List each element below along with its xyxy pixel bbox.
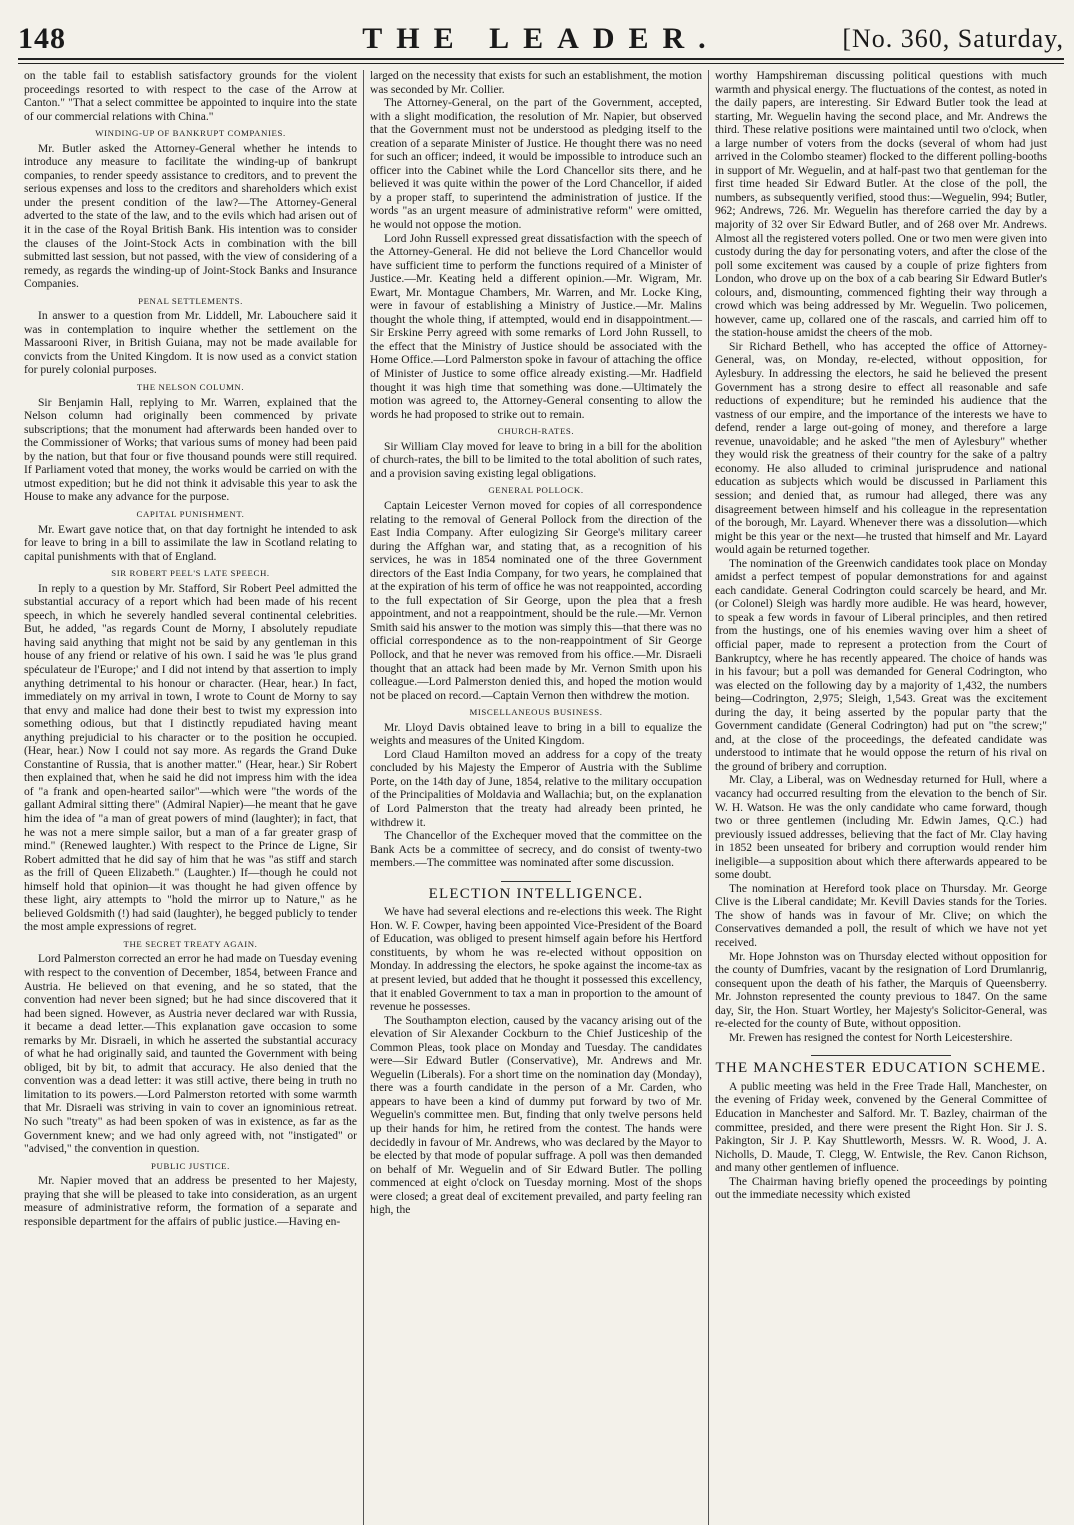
paragraph: Mr. Hope Johnston was on Thursday elected without opposition for the county of Dumfries, vacant by the resignation of Lord Drumlanrig, consequent upon the death of his father, the Marquis of Queensberry. Mr. Johnston represented the county previous to 1847. On the same day, Sir, the Hon. Stuart Wortley, her Majesty's Solicitor-General, was re-elected for the county of Bute, without opposition.: [715, 950, 1047, 1031]
section-heading: CHURCH-RATES.: [497, 426, 575, 437]
paragraph: The nomination at Hereford took place on Thursday. Mr. George Clive is the Liberal candidate; Mr. Kevill Davies stands for the Tories. The show of hands was in favour of Mr. Clive; on which the Conservatives demanded a poll, the result of which we have not yet received.: [715, 882, 1047, 949]
paragraph: In reply to a question by Mr. Stafford, Sir Robert Peel admitted the substantial accuracy of a report which had been made of his recent speech, in which he severely handled several continental celebrities. But, he added, "as regards Count de Morny, I absolutely repudiate having said anything that might not be said by any gentleman in this house of any friend or relative of his own. I said he was 'le plus grand spéculateur de l'Europe;' and I did not intend by that assertion to imply anything detrimental to his honour or character. (Hear, hear.) In fact, immediately on my arrival in town, I wrote to Count de Morny to say that envy and malice had done their best to twist my expression into something odious, but that I distinctly repudiated having meant anything prejudicial to his character or to the position he occupied. (Hear, hear.) Now I could not say more. As regards the Grand Duke Constantine of Russia, that is another matter." (Hear, hear.) Sir Robert then explained that, when he said he did not impress him with the idea of "a frank and open-hearted sailor"—which were "the words of the gallant Admiral sitting there" (Admiral Napier)—he meant that he gave him the idea of "a man of great powers of mind (laughter); in fact, that he was not a mere simple sailor, but a man of a far greater grasp of mind." (Renewed laughter.) With respect to the Prince de Ligne, Sir Robert admitted that he did say of him that he was "as stiff and starch as the frill of Queen Elizabeth." (Laughter.) If—though he could not himself hold that opinion—it was thought he had given offence by these light, airy attempts to "hold the mirror up to Nature," as he believed Goldsmith (!) had said (laughter), he begged publicly to tender the most ample expressions of regret.: [24, 582, 357, 934]
paragraph: Mr. Clay, a Liberal, was on Wednesday returned for Hull, where a vacancy had occurred resulting from the elevation to the bench of Sir. W. H. Watson. He was the only candidate who came forward, though two or three gentlemen (including Mr. Edwin James, Q.C.) had previously issued addresses, believing that the fact of Mr. Clay having in 1852 been unseated for bribery and corruption would render him ineligible—a supposition about which there afterwards appeared to be some doubt.: [715, 774, 1047, 882]
paragraph: Lord Claud Hamilton moved an address for a copy of the treaty concluded by his Majesty the Emperor of Austria with the Sublime Porte, on the 14th day of June, 1854, relative to the military occupation of the Principalities of Moldavia and Wallachia; but, on the explanation of Lord Palmerston that the treaty had already been printed, he withdrew it.: [370, 748, 702, 829]
section-heading: THE SECRET TREATY AGAIN.: [123, 938, 258, 949]
paragraph: The nomination of the Greenwich candidates took place on Monday amidst a perfect tempest of popular demonstrations for and against each candidate. General Codrington could scarcely be heard, and Mr. (or Colonel) Sleigh was hardly more audible. He was heard, however, to speak a few words in favour of Liberal principles, and then retired from the hustings, one of his enemies waving over him a sheet of official paper, made to represent a protection from the Court of Bankruptcy, where he has recently appeared. The choice of hands was in his favour; but a poll was demanded for General Codrington, who was elected on the following day by a majority of 1,432, the numbers being—Codrington, 2,975; Sleigh, 1,543. Great was the excitement during the day, it being asserted by the popular party that the Government candidate (General Codrington) had put on "the screw;" and, at the close of the proceedings, the defeated candidate was understood to intimate that he would oppose the return of his rival on the ground of bribery and corruption.: [715, 557, 1047, 773]
paragraph: Sir William Clay moved for leave to bring in a bill for the abolition of church-rates, the bill to be limited to the total abolition of such rates, and a provision saving existing legal obligations.: [370, 440, 702, 480]
newspaper-title: THE LEADER.: [362, 22, 720, 55]
paragraph: We have had several elections and re-elections this week. The Right Hon. W. F. Cowper, having been appointed Vice-President of the Board of Education, was obliged to present himself again before his Hertford constituents, by whom he was re-elected without opposition on Monday. In addressing the electors, he spoke against the income-tax as at present levied, but added that he thought it possessed this excellency, that it enabled Government to tax a man in proportion to the amount of revenue he possesses.: [370, 906, 702, 1014]
paragraph: Mr. Napier moved that an address be presented to her Majesty, praying that she will be pleased to take into consideration, as an urgent measure of administrative reform, the formation of a separate and responsible department for the affairs of public justice.—Having en-: [24, 1175, 357, 1228]
section-heading: MISCELLANEOUS BUSINESS.: [469, 707, 603, 718]
paragraph: The Southampton election, caused by the vacancy arising out of the elevation of Sir Alexander Cockburn to the Chief Justiceship of the Common Pleas, took place on Monday and Tuesday. The candidates were—Sir Edward Butler (Conservative), Mr. Andrews and Mr. Weguelin (Liberals). For a short time on the nomination day (Monday), there was a fourth candidate in the person of a Mr. Carden, who appears to have been a kind of dummy put forward by two of Mr. Weguelin's committee men. But, finding that only twelve persons held up their hands for him, he retired from the contest. The hands were decidedly in favour of Mr. Andrews, who was declared by the Mayor to be elected by that mode of popular suffrage. A poll was then demanded on behalf of Mr. Weguelin and of Sir Edward Butler. The polling commenced at eight o'clock on Tuesday morning. Most of the shops were closed; a great deal of excitement prevailed, and party feeling ran high, the: [370, 1014, 702, 1217]
section-heading: CAPITAL PUNISHMENT.: [136, 508, 245, 519]
column-3: [708, 70, 1053, 1525]
section-heading: PUBLIC JUSTICE.: [151, 1160, 230, 1171]
paragraph: larged on the necessity that exists for such an establishment, the motion was seconded by Mr. Collier.: [370, 70, 702, 96]
section-heading: THE NELSON COLUMN.: [136, 382, 245, 393]
masthead-rule: [18, 63, 1064, 64]
paragraph: Lord Palmerston corrected an error he had made on Tuesday evening with respect to the convention of December, 1854, between France and Austria. He believed on that evening, and he so stated, that the convention had never been signed; but he had since discovered that it had been signed. However, as Austria never declared war with Russia, it became a dead letter.—This explanation gave occasion to some remarks by Mr. Disraeli, in which he asserted the substantial accuracy of what he had originally said, and taunted the Government with being obliged, bit by bit, to admit that accuracy. He also denied that the convention was a dead letter: it was still active, there being in truth no limitation to its powers.—Lord Palmerston retorted with some warmth that Mr. Disraeli was striving in vain to cover an ignominious retreat. No such "treaty" as had been spoken of was in existence, as far as the Government knew; and we had only agreed with, not "instigated" or "advised," the convention in question.: [24, 953, 357, 1156]
page-number: 148: [18, 22, 66, 55]
article-heading: ELECTION INTELLIGENCE.: [428, 885, 644, 902]
paragraph: Mr. Frewen has resigned the contest for North Leicestershire.: [729, 1031, 1013, 1044]
column-2: [363, 70, 708, 1525]
paragraph: on the table fail to establish satisfactory grounds for the violent proceedings resorted to with respect to the case of the Arrow at Canton." "That a select committee be appointed to inquire into the state of our commercial relations with China.": [24, 70, 357, 123]
columns: [18, 70, 1064, 1525]
paragraph: worthy Hampshireman discussing political questions with much warmth and physical energy. The fluctuations of the contest, as noted in the daily papers, are interesting. Sir Edward Butler took the lead at starting, Mr. Weguelin having the second place, and Mr. Andrews the third. These relative positions were maintained until two o'clock, when a large number of voters from the docks (several of whom had just arrived in the Colombo steamer) flocked to the different polling-booths in support of Mr. Weguelin, and at half-past two that gentleman for the first time headed Sir Edward Butler. At the close of the poll, the numbers, as subsequently verified, stood thus:—Weguelin, 994; Butler, 962; Andrews, 726. Mr. Weguelin has therefore carried the day by a majority of 32 over Sir Edward Butler, and of 268 over Mr. Andrews. Almost all the registered voters polled. One or two men were given into custody during the day for personating voters, and after the close of the poll some excitement was caused by a couple of prize fighters from London, who drove up on the box of a cab bearing Sir Edward Butler's colours, and, dismounting, commenced fighting their way through a crowd which was being addressed by Mr. Weguelin. Two policemen, however, came up, collared one of the rascals, and carried him off to the station-house amidst the cheers of the mob.: [715, 70, 1047, 340]
paragraph: Lord John Russell expressed great dissatisfaction with the speech of the Attorney-General. He did not believe the Lord Chancellor would have sufficient time to perform the functions required of a Minister of Justice.—Mr. Keating held a different opinion.—Mr. Wigram, Mr. Ewart, Mr. Montague Chambers, Mr. Warren, and Mr. Locke King, were in favour of establishing a Ministry of Justice.—Mr. Malins thought the whole thing, if attempted, would end in disappointment.—Sir Erskine Perry agreed with some remarks of Lord John Russell, to the effect that the Ministry of Justice should be associated with the Home Office.—Lord Palmerston spoke in favour of attaching the office of Minister of Justice to some office already existing.—Mr. Hadfield thought it was high time that something was done.—Ultimately the motion was agreed to, the Attorney-General consenting to allow the words he had proposed to strike out to remain.: [370, 232, 702, 421]
paragraph: Mr. Butler asked the Attorney-General whether he intends to introduce any measure to facilitate the winding-up of bankrupt companies, to render speedy assistance to creditors, and to prevent the serious expenses and loss to the creditors and shareholders which exist under the present condition of the law?—The Attorney-General adverted to the state of the law, and to the evils which had arisen out of it in the case of the Royal British Bank. His intention was to consider the clauses of the Joint-Stock Acts in combination with the bill submitted last session, but not passed, with the view of considering of a remedy, as regards the winding-up of Joint-Stock Banks and Insurance Companies.: [24, 142, 357, 291]
paragraph: Mr. Ewart gave notice that, on that day fortnight he intended to ask for leave to bring in a bill to assimilate the law in Scotland relating to capital punishments with that of England.: [24, 523, 357, 563]
paragraph: The Chairman having briefly opened the proceedings by pointing out the immediate necessity which existed: [715, 1175, 1047, 1202]
section-heading: SIR ROBERT PEEL'S LATE SPEECH.: [111, 568, 270, 579]
column-1: [18, 70, 363, 1525]
section-heading: PENAL SETTLEMENTS.: [138, 295, 243, 306]
paragraph: The Attorney-General, on the part of the Government, accepted, with a slight modification, the resolution of Mr. Napier, but observed that the Government must not be understood as pledging itself to the creation of a separate Minister of Justice. He thought there was no need for such an officer; indeed, it would be impossible to introduce such an officer into the Cabinet while the Lord Chancellor sits there, and he believed it was quite within the power of the Lord Chancellor, if aided by a proper staff, to superintend the administration of justice. If the words "as an urgent measure of administrative reform" were omitted, he would not oppose the motion.: [370, 97, 702, 232]
separator-rule: [811, 1055, 951, 1056]
masthead: [18, 18, 1064, 60]
separator-rule: [501, 881, 571, 882]
paragraph: The Chancellor of the Exchequer moved that the committee on the Bank Acts be a committee of secrecy, and do consist of twenty-two members.—The committee was nominated after some discussion.: [370, 830, 702, 870]
paragraph: Mr. Lloyd Davis obtained leave to bring in a bill to equalize the weights and measures of the United Kingdom.: [370, 721, 702, 748]
issue-info: [No. 360, Saturday,: [842, 24, 1064, 53]
article-heading: THE MANCHESTER EDUCATION SCHEME.: [715, 1060, 1047, 1077]
paragraph: Sir Benjamin Hall, replying to Mr. Warren, explained that the Nelson column had originally been commenced by private subscriptions; that the monument had afterwards been handed over to the Commissioner of Works; that various sums of money had been paid by the nation, but that four or five thousand pounds were still required. If Parliament voted that money, the works would be carried on with the utmost expedition; but he did not think it advisable this year to ask the House to make any advance for the purpose.: [24, 396, 357, 504]
paragraph: In answer to a question from Mr. Liddell, Mr. Labouchere said it was in contemplation to inquire whether the settlement on the Massarooni River, in British Guiana, may not be made available for convicts from the United Kingdom. It is now used as a convict station for purely colonial purposes.: [24, 310, 357, 377]
paragraph: Sir Richard Bethell, who has accepted the office of Attorney-General, was, on Monday, re-elected, without opposition, for Aylesbury. In addressing the electors, he said he believed the present Government has a strong desire to effect all reasonable and safe reductions of expenditure; but he reminded his audience that the vastness of our empire, and the importance of the interests we have to defend, render a large out-going of money, and therefore a large revenue, unavoidable; and he asked "the men of Aylesbury" whether they would risk the greatness of their country for the sake of a paltry economy. He also alluded to criminal jurisprudence and national education as subjects which would be discussed in Parliament this session; and denied that, as rumour had alleged, there was any disagreement between himself and his colleague in the representation of the borough, Mr. Layard. Whenever there was a dissolution—which might be this year or the next—he trusted that himself and Mr. Layard would again be returned together.: [715, 340, 1047, 557]
section-heading: GENERAL POLLOCK.: [488, 485, 584, 496]
paragraph: Captain Leicester Vernon moved for copies of all correspondence relating to the removal of General Pollock from the direction of the East India Company. After eulogizing Sir George's military career during the Affghan war, and stating that, as a recognition of his services, he was in 1854 nominated one of the three Government directors of the East India Company, for two years, he complained that at the expiration of his term of office he was not reappointed, according to the full expectation of Sir George, upon the plea that a fresh appointment, and not a reappointment, should be the rule.—Mr. Vernon Smith said his answer to the motion was simply this—that there was no official correspondence as to the non-reappointment of Sir George Pollock, and that he never was removed from his office.—Mr. Disraeli thought that an attack had been made by Mr. Vernon Smith upon his colleague.—Lord Palmerston denied this, and hoped the motion would not be placed on record.—Captain Vernon then withdrew the motion.: [370, 499, 702, 702]
paragraph: A public meeting was held in the Free Trade Hall, Manchester, on the evening of Friday week, convened by the General Committee of Education in Manchester and Salford. Mr. T. Bazley, chairman of the committee, presided, and there were present the Right Hon. Sir J. S. Pakington, Sir J. P. Kay Shuttleworth, Messrs. W. R. Wood, J. A. Nicholls, D. Maude, T. Clegg, W. Entwisle, the Rev. Canon Richson, and many other gentlemen of influence.: [715, 1080, 1047, 1175]
section-heading: WINDING-UP OF BANKRUPT COMPANIES.: [95, 128, 286, 139]
